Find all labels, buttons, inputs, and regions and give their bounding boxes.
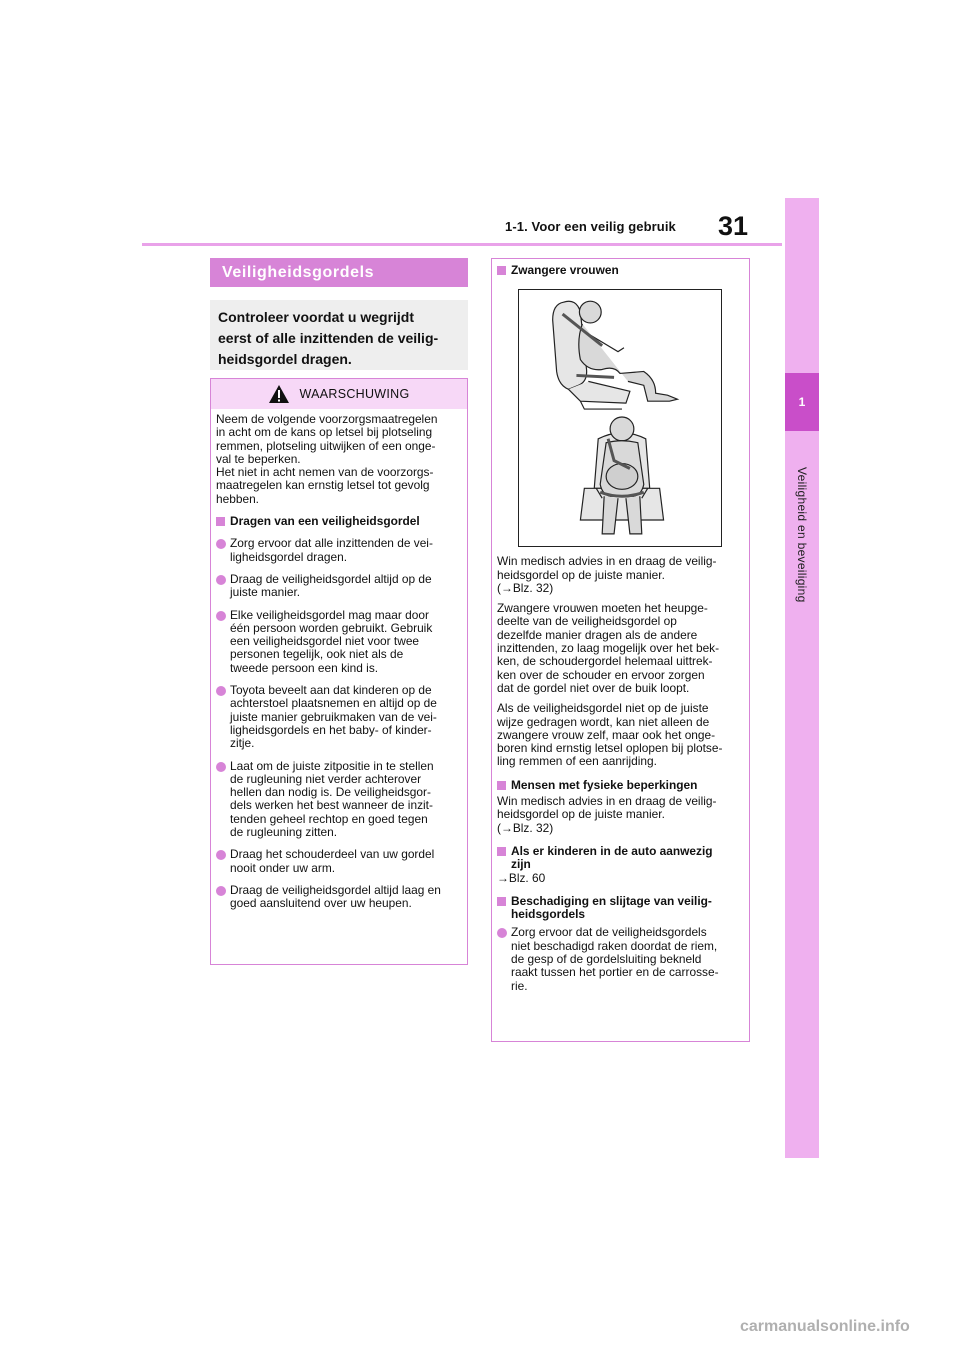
disabled-p-line: Win medisch advies in en draag de veilig- — [497, 794, 717, 809]
list-item-line: Draag de veiligheidsgordel altijd op de — [230, 571, 432, 586]
side-tab-label — [782, 440, 822, 630]
list-item-line: de rugleuning niet verder achterover — [230, 771, 422, 786]
page-reference-link[interactable]: →Blz. 60 — [497, 870, 546, 885]
list-item-line: ligheidsgordels en het baby- of kinder- — [230, 722, 432, 737]
damage-heading-line: Beschadiging en slijtage van veilig- — [511, 893, 712, 908]
list-item-line: tenden geheel rechtop en goed tegen — [230, 811, 428, 826]
warning-intro-line: remmen, plotseling uitwijken of een onge- — [216, 438, 436, 453]
illustration-svg — [519, 290, 721, 546]
header-rule — [142, 243, 782, 246]
damage-heading — [497, 895, 744, 922]
warning-triangle-icon — [268, 384, 290, 404]
circle-bullet-icon — [216, 611, 226, 621]
square-bullet-icon — [497, 781, 506, 790]
intro-line: Controleer voordat u wegrijdt — [218, 309, 415, 325]
list-item-line: de gesp of de gordelsluiting bekneld — [511, 952, 702, 967]
list-item-line: rie. — [511, 978, 528, 993]
list-item — [216, 609, 462, 675]
warning-intro-line: hebben. — [216, 491, 259, 506]
list-item-line: juiste manier. — [230, 585, 301, 600]
warning-box — [210, 378, 468, 965]
list-item-line: tweede persoon een kind is. — [230, 660, 379, 675]
pregnant-p3-line: zwangere vrouw zelf, maar ook het onge- — [497, 727, 716, 742]
pregnant-p2-line: dezelfde manier dragen als de andere — [497, 627, 698, 642]
list-item-line: niet beschadigd raken doordat de riem, — [511, 938, 718, 953]
children-heading-line: Als er kinderen in de auto aanwezig — [511, 843, 713, 858]
pregnant-heading-text: Zwangere vrouwen — [511, 263, 619, 277]
pregnant-p1-line: heidsgordel op de juiste manier. — [497, 567, 665, 582]
list-item-line: Laat om de juiste zitpositie in te stellen — [230, 758, 434, 773]
children-heading-line: zijn — [511, 857, 531, 872]
list-item-line: ligheidsgordel dragen. — [230, 549, 348, 564]
page-reference-link[interactable]: (→Blz. 32) — [497, 820, 554, 835]
pregnant-p3-line: Als de veiligheidsgordel niet op de juiste — [497, 701, 709, 716]
children-heading — [497, 845, 744, 872]
warning-intro-line: Het niet in acht nemen van de voorzorgs- — [216, 465, 434, 480]
list-item — [216, 573, 462, 600]
warning-body — [211, 409, 467, 911]
list-item-line: Draag de veiligheidsgordel altijd laag en — [230, 882, 441, 897]
list-item-line: nooit onder uw arm. — [230, 860, 336, 875]
list-item-line: Toyota beveelt aan dat kinderen op de — [230, 683, 432, 698]
list-item-line: dels werken het best wanneer de inzit- — [230, 798, 433, 813]
warning-subhead-text: Dragen van een veiligheidsgordel — [230, 514, 420, 529]
watermark: carmanualsonline.info — [740, 1318, 910, 1335]
pregnant-p2-line: deelte van de veiligheidsgordel op — [497, 614, 677, 629]
pregnant-heading — [497, 264, 744, 277]
pregnant-p2-line: inzittenden, zo laag mogelijk over het bek- — [497, 641, 720, 656]
pregnant-p1-line: Win medisch advies in en draag de veilig- — [497, 554, 717, 569]
warning-title: WAARSCHUWING — [299, 387, 410, 401]
list-item-line: zitje. — [230, 736, 255, 751]
warning-intro-line: maatregelen kan ernstig letsel tot gevolg — [216, 478, 430, 493]
list-item — [497, 926, 744, 992]
warning-intro-line: Neem de volgende voorzorgsmaatregelen — [216, 412, 438, 426]
list-item — [216, 760, 462, 840]
list-item-line: een veiligheidsgordel niet voor twee — [230, 634, 420, 649]
square-bullet-icon — [497, 897, 506, 906]
circle-bullet-icon — [216, 575, 226, 585]
header-title: 1-1. Voor een veilig gebruik — [505, 219, 676, 234]
list-item — [216, 684, 462, 750]
circle-bullet-icon — [216, 850, 226, 860]
pregnant-p2-line: ken, de schoudergordel helemaal uittrek- — [497, 654, 713, 669]
circle-bullet-icon — [497, 928, 507, 938]
section-title: Veiligheidsgordels — [210, 258, 468, 287]
intro-line: eerst of alle inzittenden de veilig- — [218, 330, 439, 346]
list-item-line: Zorg ervoor dat alle inzittenden de vei- — [230, 536, 433, 551]
list-item-line: personen tegelijk, ook niet als de — [230, 647, 404, 662]
pregnant-seatbelt-illustration — [518, 289, 722, 547]
pregnant-p3-line: boren kind ernstig letsel oplopen bij plotse- — [497, 741, 723, 756]
list-item-line: Draag het schouderdeel van uw gordel — [230, 847, 435, 862]
pregnant-p2-line: dat de gordel niet over de buik loopt. — [497, 680, 690, 695]
pregnant-p2-line: Zwangere vrouwen moeten het heupge- — [497, 601, 708, 616]
list-item-line: raakt tussen het portier en de carrosse- — [511, 965, 719, 980]
square-bullet-icon — [497, 847, 506, 856]
list-item-line: hellen dan nodig is. De veiligheidsgor- — [230, 785, 431, 800]
circle-bullet-icon — [216, 762, 226, 772]
pregnant-p3-line: wijze gedragen wordt, kan niet alleen de — [497, 714, 710, 729]
circle-bullet-icon — [216, 539, 226, 549]
list-item-line: Zorg ervoor dat de veiligheidsgordels — [511, 925, 707, 940]
right-body — [492, 259, 749, 993]
side-tab-label-text: Veiligheid en beveiliging — [795, 467, 809, 603]
list-item-line: Elke veiligheidsgordel mag maar door — [230, 607, 429, 622]
list-item — [216, 848, 462, 875]
pregnant-p2 — [497, 602, 744, 695]
warning-subhead — [216, 515, 462, 528]
right-info-box — [491, 258, 750, 1042]
disabled-p-line: heidsgordel op de juiste manier. — [497, 807, 665, 822]
pregnant-p2-line: ken over de schouder en ervoor zorgen — [497, 667, 705, 682]
list-item — [216, 884, 462, 911]
list-item-line: de rugleuning zitten. — [230, 825, 338, 840]
list-item-line: achterstoel plaatsnemen en altijd op de — [230, 696, 437, 711]
warning-intro-line: in acht om de kans op letsel bij plotseling — [216, 425, 433, 440]
disabled-heading-text: Mensen met fysieke beperkingen — [511, 777, 698, 792]
pregnant-p3 — [497, 702, 744, 768]
intro-box — [210, 300, 468, 370]
circle-bullet-icon — [216, 686, 226, 696]
page-number: 31 — [718, 211, 749, 241]
pregnant-p3-line: ling remmen of een aanrijding. — [497, 754, 657, 769]
list-item — [216, 537, 462, 564]
warning-intro-line: val te beperken. — [216, 451, 301, 466]
circle-bullet-icon — [216, 886, 226, 896]
list-item-line: één persoon worden gebruikt. Gebruik — [230, 620, 433, 635]
intro-line: heidsgordel dragen. — [218, 351, 352, 367]
square-bullet-icon — [497, 266, 506, 275]
square-bullet-icon — [216, 517, 225, 526]
list-item-line: goed aansluitend over uw heupen. — [230, 896, 412, 911]
side-tab-number[interactable]: 1 — [785, 373, 819, 431]
damage-heading-line: heidsgordels — [511, 907, 586, 922]
side-tab — [785, 198, 819, 1158]
list-item-line: juiste manier gebruikmaken van de vei- — [230, 709, 437, 724]
warning-header — [211, 379, 467, 409]
disabled-heading — [497, 779, 744, 792]
page-reference-link[interactable]: (→Blz. 32) — [497, 580, 554, 595]
